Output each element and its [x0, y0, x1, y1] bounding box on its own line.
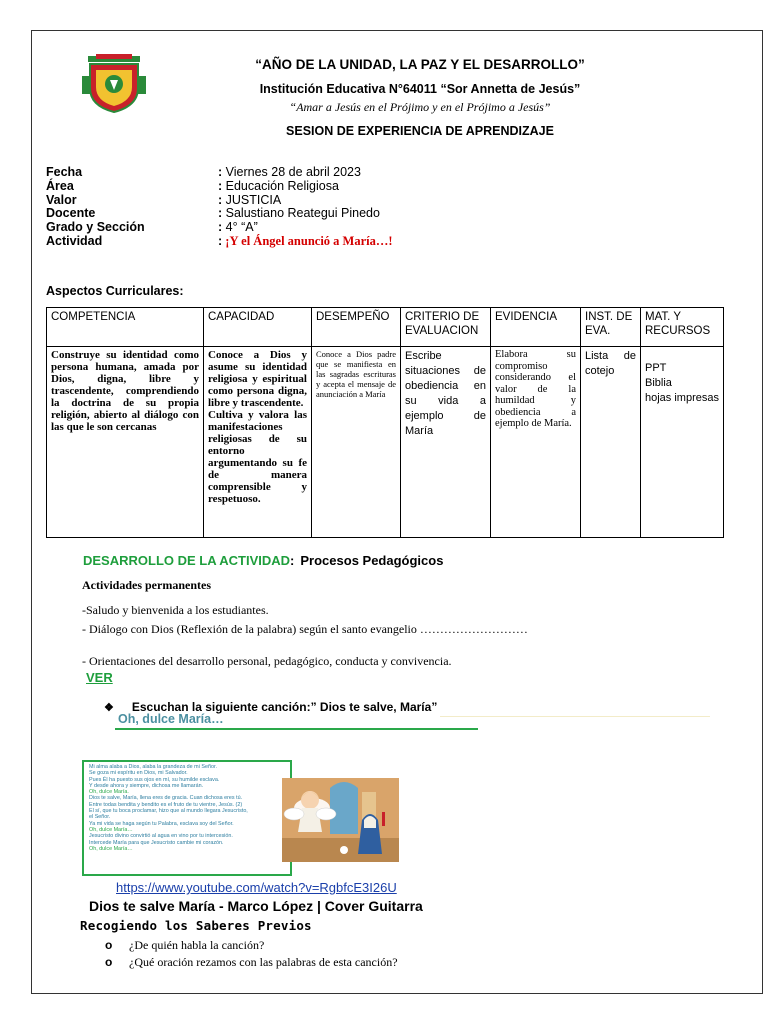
lyric-line: Jesucristo divino convirtió al agua en vino por tu intercesión. [89, 833, 233, 840]
header-desempeno: DESEMPEÑO [312, 308, 401, 347]
info-value: : Salustiano Reategui Pinedo [218, 206, 380, 221]
info-label: Área [46, 178, 74, 193]
cell-instrumento: Lista de cotejo [581, 347, 641, 538]
institution-motto: “Amar a Jesús en el Prójimo y en el Prójimo a Jesús” [289, 100, 551, 114]
divider [440, 716, 710, 717]
diamond-bullet-icon: ❖ [104, 702, 114, 714]
lyric-line: Se goza mi espíritu en Dios, mi Salvador. [89, 770, 188, 777]
ver-label: VER [86, 670, 113, 685]
question-item [105, 938, 264, 953]
lyrics-box [82, 760, 292, 876]
lyric-line: Mi alma alaba a Dios, alaba la grandeza de mi Señor. [89, 764, 217, 770]
cell-recursos [641, 347, 724, 538]
cell-capacidad [204, 347, 312, 538]
circle-bullet-icon: o [105, 955, 113, 969]
header-competencia: COMPETENCIA [47, 308, 204, 347]
info-label: Fecha [46, 165, 83, 179]
curriculum-table [46, 307, 724, 538]
lyric-line: El sí, que tu boca proclamar, hizo que al mundo llegara Jesucristo, [89, 808, 248, 815]
video-title: Dios te salve María - Marco López | Cover Guitarra [89, 898, 423, 914]
activity-title: ¡Y el Ángel anunció a María…! [222, 233, 393, 248]
circle-bullet-icon: o [105, 938, 113, 952]
development-heading-black: Procesos Pedagógicos [300, 553, 444, 568]
heading-colon: : [290, 553, 295, 568]
capacidad-2: Cultiva y valora las manifestaciones religiosas de su entorno argumentando su fe de manera comprensible y respetuoso. [208, 409, 307, 505]
lyric-line: Pues Él ha puesto sus ojos en mí, su humilde esclava. [89, 776, 220, 783]
activity-item: - Orientaciones del desarrollo personal, pedagógico, conducta y convivencia. [82, 654, 452, 668]
table-header-row [47, 308, 724, 347]
recurso-item: Biblia [645, 377, 672, 389]
header-recursos: MAT. Y RECURSOS [641, 308, 724, 347]
question-item [105, 955, 398, 970]
activity-item: -Saludo y bienvenida a los estudiantes. [82, 603, 269, 617]
lyric-line: Intercede María para que Jesucristo cambie mi corazón. [89, 839, 224, 846]
activity-item: - Diálogo con Dios (Reflexión de la palabra) según el santo evangelio ……………………… [82, 622, 528, 636]
info-value: : Educación Religiosa [218, 178, 339, 193]
capacidad-1: Conoce a Dios y asume su identidad religiosa y espiritual como persona digna, libre y trascendente. [208, 349, 307, 409]
aspects-title: Aspectos Curriculares: [46, 284, 184, 298]
cell-evidencia: Elabora su compromiso considerando el valor de la humildad y obediencia a ejemplo de María. [491, 347, 581, 538]
development-heading-green: DESARROLLO DE LA ACTIVIDAD [83, 553, 291, 568]
info-label: Valor [46, 192, 77, 207]
cell-competencia: Construye su identidad como persona humana, amada por Dios, digna, libre y trascendente, comprendiendo la doctrina de su propia religión, abierto al diálogo con las que le son cercanas [47, 347, 204, 538]
info-label: Actividad [46, 233, 103, 248]
question-text: ¿Qué oración rezamos con las palabras de esta canción? [129, 955, 398, 969]
info-value: : Viernes 28 de abril 2023 [218, 165, 361, 179]
year-title: “AÑO DE LA UNIDAD, LA PAZ Y EL DESARROLLO” [255, 57, 585, 72]
institution-name: Institución Educativa N°64011 “Sor Annetta de Jesús” [259, 82, 581, 96]
development-heading [83, 553, 443, 568]
lyric-chorus: Oh, dulce María. [89, 789, 129, 796]
info-label: Docente [46, 206, 96, 221]
header-instrumento: INST. DE EVA. [581, 308, 641, 347]
lyric-line: el Señor. [89, 814, 111, 821]
permanent-activities-title: Actividades permanentes [82, 578, 211, 592]
song-banner: Oh, dulce María… [115, 710, 478, 730]
question-text: ¿De quién habla la canción? [129, 938, 265, 952]
school-logo-icon [82, 54, 146, 114]
info-label: Grado y Sección [46, 220, 145, 235]
lyric-line: Ya mi vida se haga según tu Palabra, esclava soy del Señor. [89, 820, 234, 827]
header-evidencia: EVIDENCIA [491, 308, 581, 347]
lyric-chorus: Oh, dulce María… [89, 826, 133, 833]
recurso-item: hojas impresas [645, 392, 719, 404]
lyric-line: Entre todas bendita y bendito es el fruto de tu vientre, Jesús. (2) [89, 801, 243, 808]
recurso-item: PPT [645, 362, 667, 374]
annunciation-illustration-icon [282, 778, 399, 862]
header-capacidad: CAPACIDAD [204, 308, 312, 347]
saberes-title: Recogiendo los Saberes Previos [80, 918, 312, 933]
header-criterio: CRITERIO DE EVALUACION [401, 308, 491, 347]
lyric-chorus: Oh, dulce María… [89, 845, 133, 852]
lyric-line: Dios te salve, María, llena eres de gracia. Cuan dichosa eres tú. [89, 795, 243, 802]
info-value: : ¡Y el Ángel anunció a María…! [218, 233, 393, 248]
song-instruction-text: Escuchan la siguiente canción:” Dios te salve, María” [131, 700, 438, 714]
cell-desempeno: Conoce a Dios padre que se manifiesta en las sagradas escrituras y acepta el mensaje de anunciación a María [312, 347, 401, 538]
cell-criterio: Escribe situaciones de obediencia en su vida a ejemplo de María [401, 347, 491, 538]
info-value: : JUSTICIA [218, 192, 282, 207]
info-value: : 4° “A” [218, 220, 258, 235]
table-row [47, 347, 724, 538]
lyric-line: Y desde ahora y siempre, dichosa me llamarán. [89, 782, 204, 789]
youtube-link[interactable]: https://www.youtube.com/watch?v=RgbfcE3I26U [116, 880, 397, 895]
session-title: SESION DE EXPERIENCIA DE APRENDIZAJE [286, 124, 554, 138]
